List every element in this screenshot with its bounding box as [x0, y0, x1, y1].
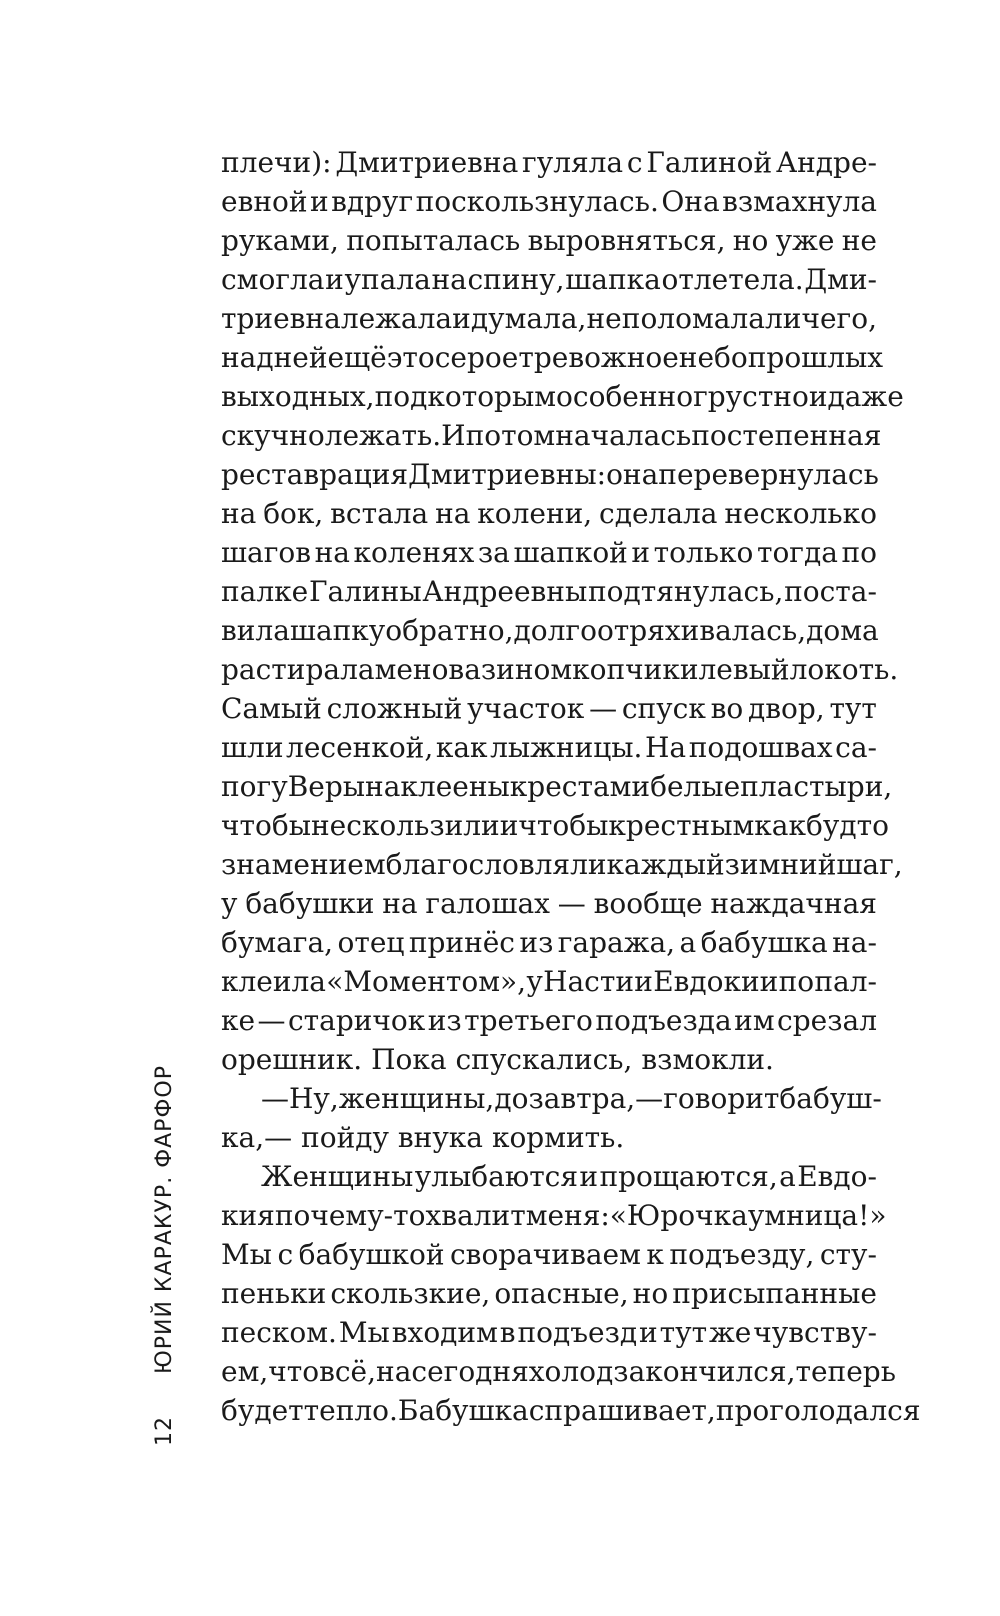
text-line: [221, 1040, 877, 1079]
word: плечи):: [221, 146, 332, 179]
word: и: [631, 536, 651, 569]
text-line: [221, 533, 877, 572]
text-line: [221, 572, 877, 611]
running-head-title: ЮРИЙ КАРАКУР. ФАРФОР: [152, 1065, 177, 1374]
word: с: [277, 1238, 294, 1271]
text-line: [221, 1235, 877, 1274]
word: сложный: [326, 692, 463, 725]
word: спрашивает,: [528, 1394, 716, 1427]
word: Дми-: [804, 263, 877, 296]
word: вдруг: [331, 185, 414, 218]
word: и: [325, 263, 344, 296]
word: бабушки: [245, 887, 375, 920]
word: думала,: [470, 302, 587, 335]
word: прощаются,: [599, 1160, 778, 1193]
word: бумага,: [221, 926, 334, 959]
word: тогда: [756, 536, 838, 569]
word: подъезду,: [669, 1238, 815, 1271]
word: взмахнула: [722, 185, 877, 218]
text-line: [221, 377, 904, 416]
word: на: [435, 497, 471, 530]
running-header: [152, 1065, 177, 1446]
text-line: [221, 455, 877, 494]
word: наждачная: [710, 887, 877, 920]
word: шли: [221, 731, 284, 764]
text-line: [221, 611, 877, 650]
word: несколько: [724, 497, 877, 530]
word: Она: [661, 185, 720, 218]
text-line: [221, 1313, 877, 1352]
word: дома: [806, 614, 879, 647]
word: шаг,: [836, 848, 903, 881]
word: закончился,: [613, 1355, 796, 1388]
word: на: [382, 887, 418, 920]
word: постепенная: [691, 419, 882, 452]
word: пог: [221, 770, 272, 803]
word: локоть.: [789, 653, 899, 686]
word: спускались,: [455, 1043, 633, 1076]
word: белые: [650, 770, 741, 803]
text-line: [221, 260, 877, 299]
word: Насти: [543, 965, 635, 998]
word: присыпанные: [672, 1277, 877, 1310]
text-line: [221, 689, 877, 728]
word: —: [257, 1004, 286, 1037]
page-number: 12: [152, 1416, 177, 1446]
word: у: [221, 887, 238, 920]
word: пластыри,: [740, 770, 893, 803]
word: теперь: [795, 1355, 896, 1388]
word: она: [606, 458, 659, 491]
word: сегодня: [411, 1355, 529, 1388]
word: Галиной: [646, 146, 773, 179]
word: как: [435, 731, 488, 764]
word: Самый: [221, 692, 322, 725]
word: прошлых: [747, 341, 884, 374]
word: «Юрочка: [609, 1199, 748, 1232]
text-line: [221, 1352, 896, 1391]
word: Пока: [371, 1043, 447, 1076]
word: Ну,: [289, 1082, 339, 1115]
word: сделала: [599, 497, 718, 530]
word: Дмитриевна: [335, 146, 519, 179]
text-line: [221, 143, 877, 182]
word: по: [841, 536, 877, 569]
word: —: [589, 692, 618, 725]
word: Галины: [308, 575, 422, 608]
word: —: [557, 887, 586, 920]
word: ли: [764, 302, 802, 335]
word: гаража,: [557, 926, 676, 959]
word: принёс: [408, 926, 515, 959]
word: к: [646, 1238, 664, 1271]
word: особенно: [556, 380, 694, 413]
word: скользкие,: [330, 1277, 491, 1310]
word: и: [499, 809, 519, 842]
word: клеила: [221, 965, 326, 998]
text-line: [221, 884, 877, 923]
word: выровняться,: [527, 224, 726, 257]
word: чтобы: [518, 809, 609, 842]
word: под: [374, 380, 428, 413]
word: у: [526, 965, 543, 998]
word: ка,—: [221, 1121, 293, 1154]
text-line: [221, 1196, 887, 1235]
text-line: [221, 338, 884, 377]
word: на: [314, 536, 350, 569]
word: им: [734, 1004, 775, 1037]
word: чувству-: [753, 1316, 877, 1349]
word: сту-: [819, 1238, 877, 1271]
word: евной: [221, 185, 308, 218]
word: с: [626, 146, 643, 179]
word: реставрация: [221, 458, 409, 491]
word: крестами: [509, 770, 651, 803]
word: копчик: [572, 653, 680, 686]
word: грустно: [693, 380, 809, 413]
text-line: [221, 962, 877, 1001]
word: но: [632, 1277, 669, 1310]
word: опасные,: [494, 1277, 629, 1310]
word: во: [710, 692, 744, 725]
word: гуляла: [522, 146, 624, 179]
word: началась: [555, 419, 692, 452]
word: кормить.: [491, 1121, 625, 1154]
word: бабушка: [700, 926, 828, 959]
word: галошах: [425, 887, 550, 920]
word: проголодался: [715, 1394, 921, 1427]
word: сворачиваем: [450, 1238, 641, 1271]
word: песком.: [221, 1316, 337, 1349]
word: даже: [827, 380, 904, 413]
word: меновазином: [374, 653, 573, 686]
word: уже: [775, 224, 835, 257]
text-line: [221, 494, 877, 533]
word: подъезд: [517, 1316, 638, 1349]
word: тепло.: [303, 1394, 398, 1427]
word: бабуш-: [779, 1082, 882, 1115]
word: у: [271, 770, 288, 803]
word: срезал: [777, 1004, 877, 1037]
word: и: [808, 380, 828, 413]
word: внука: [397, 1121, 483, 1154]
word: третьего: [464, 1004, 593, 1037]
word: долго: [513, 614, 597, 647]
word: отец: [337, 926, 405, 959]
word: шапку: [289, 614, 386, 647]
word: наклеены: [365, 770, 510, 803]
word: но: [732, 224, 769, 257]
word: до: [494, 1082, 529, 1115]
word: На: [645, 731, 687, 764]
word: пойду: [301, 1121, 389, 1154]
word: небо: [678, 341, 748, 374]
word: тут: [659, 1316, 708, 1349]
word: потом: [465, 419, 556, 452]
word: чего,: [801, 302, 877, 335]
word: ем,: [221, 1355, 269, 1388]
word: тут: [829, 692, 877, 725]
word: участок: [467, 692, 585, 725]
word: палке: [221, 575, 309, 608]
word: спину,: [467, 263, 565, 296]
word: по: [778, 965, 815, 998]
word: отлетела.: [661, 263, 804, 296]
word: Андре-: [775, 146, 877, 179]
word: завтра,—: [528, 1082, 664, 1115]
word: лежала: [340, 302, 453, 335]
word: коленях: [353, 536, 475, 569]
word: подъезда: [595, 1004, 732, 1037]
text-line: [221, 923, 877, 962]
text-line: [221, 1118, 877, 1157]
word: ещё: [327, 341, 387, 374]
word: на: [376, 1355, 412, 1388]
word: женщины,: [338, 1082, 495, 1115]
word: ке: [221, 1004, 256, 1037]
word: поста-: [784, 575, 877, 608]
word: тревожное: [518, 341, 679, 374]
word: Веры: [287, 770, 366, 803]
word: перевернулась: [658, 458, 879, 491]
word: серое: [434, 341, 519, 374]
word: которым: [427, 380, 557, 413]
word: Женщины: [261, 1160, 414, 1193]
word: левый: [698, 653, 790, 686]
word: входим: [391, 1316, 498, 1349]
text-line: [221, 1001, 877, 1040]
word: обратно,: [385, 614, 514, 647]
word: двор,: [747, 692, 825, 725]
word: «Моментом»,: [326, 965, 527, 998]
word: лежать.: [324, 419, 442, 452]
word: лыжницы.: [490, 731, 643, 764]
word: —: [261, 1082, 289, 1115]
word: же: [709, 1316, 752, 1349]
word: упала: [344, 263, 431, 296]
word: поломала: [621, 302, 765, 335]
word: холод: [528, 1355, 614, 1388]
word: на: [431, 263, 467, 296]
word: ней: [273, 341, 328, 374]
word: растирала: [221, 653, 375, 686]
word: каждый: [606, 848, 725, 881]
word: что: [268, 1355, 320, 1388]
word: вообще: [593, 887, 703, 920]
word: будто: [806, 809, 889, 842]
text-line: [221, 1391, 921, 1430]
word: за: [477, 536, 510, 569]
word: подтянулась,: [588, 575, 784, 608]
text-line: [221, 221, 877, 260]
word: шагов: [221, 536, 312, 569]
word: и: [452, 302, 471, 335]
word: орешник.: [221, 1043, 363, 1076]
word: почему-то: [274, 1199, 426, 1232]
word: и: [679, 653, 699, 686]
word: поскользнулась.: [415, 185, 659, 218]
word: из: [427, 1004, 462, 1037]
word: И: [441, 419, 466, 452]
word: в: [499, 1316, 516, 1349]
word: хвалит: [425, 1199, 526, 1232]
word: Мы: [338, 1316, 390, 1349]
word: лесенкой,: [286, 731, 434, 764]
word: это: [386, 341, 435, 374]
word: чтобы: [221, 809, 312, 842]
word: будет: [221, 1394, 304, 1427]
text-line: [221, 182, 877, 221]
word: меня:: [525, 1199, 610, 1232]
word: улыбаются: [414, 1160, 579, 1193]
word: Евдокии: [653, 965, 779, 998]
word: скользили: [346, 809, 500, 842]
word: встала: [330, 497, 429, 530]
word: из: [519, 926, 554, 959]
word: Дмитриевны:: [408, 458, 607, 491]
word: шапка: [565, 263, 661, 296]
word: Мы: [221, 1238, 272, 1271]
word: спуск: [621, 692, 706, 725]
word: говорит: [663, 1082, 780, 1115]
text-line: [221, 1274, 877, 1313]
text-line: [221, 1079, 882, 1118]
word: не: [841, 224, 877, 257]
text-line: [221, 416, 882, 455]
word: триевна: [221, 302, 341, 335]
text-line: [221, 728, 877, 767]
word: и: [309, 185, 329, 218]
word: а: [779, 1160, 796, 1193]
word: зимний: [724, 848, 837, 881]
text-line: [221, 299, 877, 338]
word: не: [586, 302, 622, 335]
text-line: [221, 650, 899, 689]
word: выходных,: [221, 380, 375, 413]
text-line: [221, 806, 889, 845]
word: всё,: [319, 1355, 377, 1388]
word: вила: [221, 614, 290, 647]
word: са-: [835, 731, 877, 764]
word: попыталась: [346, 224, 521, 257]
text-line: [221, 1157, 877, 1196]
word: как: [754, 809, 806, 842]
word: на: [221, 497, 257, 530]
word: умница!»: [747, 1199, 887, 1232]
word: не: [311, 809, 347, 842]
word: и: [639, 1316, 658, 1349]
word: над: [221, 341, 274, 374]
word: пал-: [814, 965, 877, 998]
word: только: [653, 536, 754, 569]
word: бок,: [263, 497, 324, 530]
word: старичок: [287, 1004, 426, 1037]
word: смогла: [221, 263, 325, 296]
word: крестным: [608, 809, 755, 842]
word: Евдо-: [797, 1160, 877, 1193]
word: Андреевны: [422, 575, 588, 608]
word: подошвах: [688, 731, 833, 764]
word: и: [634, 965, 653, 998]
word: а: [679, 926, 697, 959]
word: руками,: [221, 224, 339, 257]
word: кия: [221, 1199, 275, 1232]
word: благословляли: [385, 848, 607, 881]
text-line: [221, 845, 903, 884]
word: знамением: [221, 848, 386, 881]
word: отряхивалась,: [596, 614, 807, 647]
word: шапкой: [513, 536, 628, 569]
word: и: [579, 1160, 599, 1193]
word: пеньки: [221, 1277, 327, 1310]
body-text: [221, 143, 921, 1430]
word: Бабушка: [397, 1394, 529, 1427]
text-line: [221, 767, 893, 806]
word: колени,: [477, 497, 593, 530]
word: бабушкой: [298, 1238, 445, 1271]
word: на-: [832, 926, 877, 959]
word: взмокли.: [641, 1043, 774, 1076]
word: скучно: [221, 419, 325, 452]
